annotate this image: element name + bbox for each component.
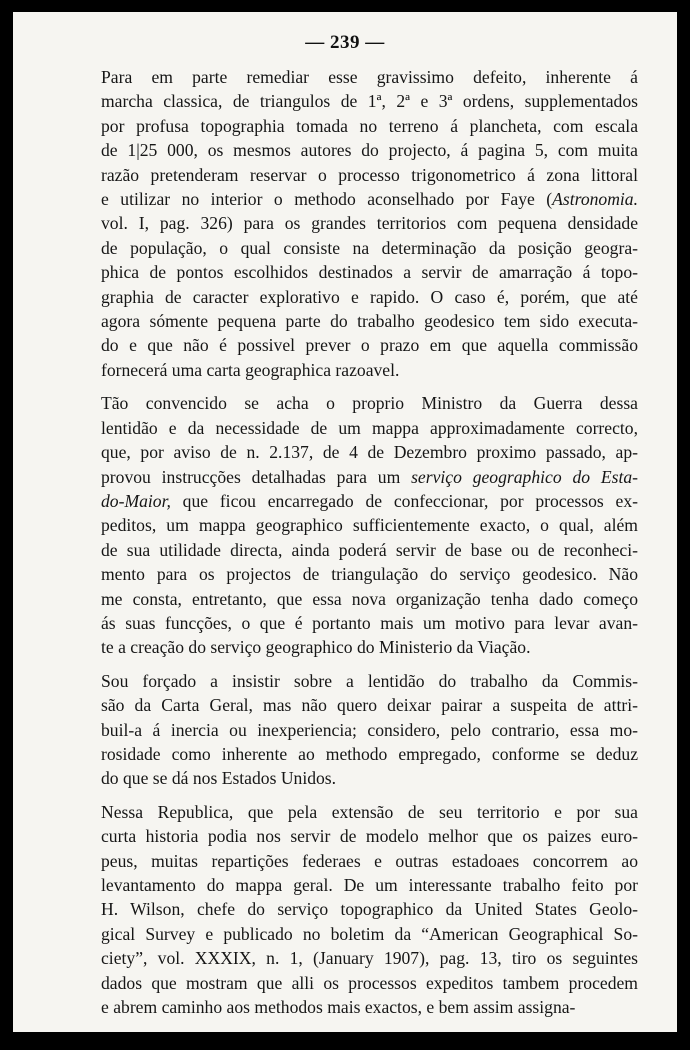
text-line: rosidade como inherente ao methodo empregado, conforme se deduz: [101, 743, 638, 764]
page-number: — 239 —: [305, 32, 385, 53]
text-line: gical Survey e publicado no boletim da “American Geographical So-: [101, 923, 638, 944]
text-line: de população, o qual consiste na determinação da posição geogra-: [101, 237, 638, 258]
text-line: lentidão e da necessidade de um mappa approximadamente correcto,: [101, 417, 638, 438]
text-line: marcha classica, de triangulos de 1ª, 2ª e 3ª ordens, supplementados: [101, 91, 638, 112]
body-text: [63, 65, 638, 1019]
paragraph-gap: [63, 660, 638, 669]
text-line: curta historia podia nos servir de modelo melhor que os paizes euro-: [101, 826, 638, 847]
text-line: Sou forçado a insistir sobre a lentidão do trabalho da Commis-: [101, 670, 638, 691]
text-line: ciety”, vol. XXXIX, n. 1, (January 1907), pag. 13, tiro os seguintes: [101, 948, 638, 969]
text-line: que, por aviso de n. 2.137, de 4 de Dezembro proximo passado, ap-: [101, 442, 638, 463]
text-line: são da Carta Geral, mas não quero deixar pairar a suspeita de attri-: [101, 695, 638, 716]
document-page: [13, 12, 677, 1032]
text-line: peus, muitas repartições federaes e outras estadoaes concorrem ao: [101, 850, 638, 871]
text-line: razão pretenderam reservar o processo trigonometrico á zona littoral: [101, 164, 638, 185]
text-line: de 1|25 000, os mesmos autores do projecto, á pagina 5, com muita: [101, 140, 638, 161]
paragraph: [63, 669, 638, 791]
text-line: e abrem caminho aos methodos mais exactos, e bem assim assigna-: [101, 997, 576, 1018]
text-line: do que se dá nos Estados Unidos.: [101, 768, 337, 789]
text-line: Tão convencido se acha o proprio Ministro da Guerra dessa: [101, 393, 638, 414]
text-line: mento para os projectos de triangulação do serviço geodesico. Não: [101, 564, 638, 585]
text-line: vol. I, pag. 326) para os grandes territorios com pequena densidade: [101, 213, 638, 234]
text-line: H. Wilson, chefe do serviço topographico da United States Geolo-: [101, 899, 638, 920]
text-line: Nessa Republica, que pela extensão de seu territorio e por sua: [101, 801, 638, 822]
text-line: provou instrucções detalhadas para um serviço geographico do Esta-: [101, 466, 638, 487]
text-line: levantamento do mappa geral. De um interessante trabalho feito por: [101, 875, 638, 895]
paragraph: [63, 391, 638, 659]
text-line: me consta, entretanto, que essa nova organização tenha dado começo: [101, 588, 638, 609]
paragraph-gap: [63, 791, 638, 800]
paragraph: [63, 800, 638, 1020]
paragraph: [63, 65, 638, 382]
text-line: e utilizar no interior o methodo aconselhado por Faye (Astronomia.: [101, 189, 638, 210]
text-line: do e que não é possivel prever o prazo em que aquella commissão: [101, 335, 638, 356]
text-line: buil-a á inercia ou inexperiencia; considero, pelo contrario, essa mo-: [101, 719, 638, 740]
text-line: fornecerá uma carta geographica razoavel.: [101, 359, 400, 380]
text-line: peditos, um mappa geographico sufficientemente exacto, o qual, além: [101, 515, 638, 536]
text-line: te a creação do serviço geographico do Ministerio da Viação.: [101, 637, 531, 658]
text-line: Para em parte remediar esse gravissimo defeito, inherente á: [101, 67, 638, 87]
text-line: de sua utilidade directa, ainda poderá servir de base ou de reconheci-: [101, 539, 638, 560]
paragraph-gap: [63, 382, 638, 391]
text-line: dados que mostram que alli os processos expeditos tambem procedem: [101, 972, 638, 993]
text-line: ás suas funcções, o que é portanto mais um motivo para levar avan-: [101, 612, 638, 633]
text-line: phica de pontos escolhidos destinados a servir de amarração á topo-: [101, 262, 638, 283]
text-line: do-Maior, que ficou encarregado de confeccionar, por processos ex-: [101, 490, 638, 511]
text-line: agora sómente pequena parte do trabalho geodesico tem sido executa-: [101, 311, 638, 332]
text-line: graphia de caracter explorativo e rapido. O caso é, porém, que até: [101, 286, 638, 307]
text-line: por profusa topographia tomada no terreno á plancheta, com escala: [101, 115, 638, 136]
